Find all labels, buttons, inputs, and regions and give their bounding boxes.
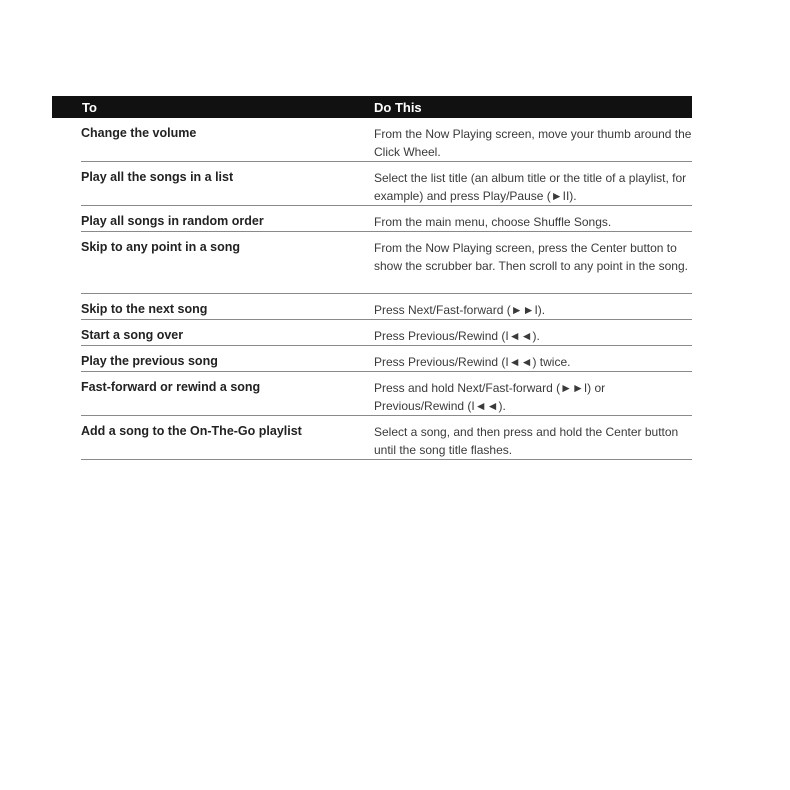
row-instruction: Press and hold Next/Fast-forward (►►I) or Previous/Rewind (I◄◄). (374, 381, 606, 413)
table-row (81, 206, 692, 232)
instructions-table (52, 96, 692, 460)
header-to: To (82, 99, 97, 115)
row-action: Change the volume (81, 126, 197, 140)
row-action: Play all songs in random order (81, 214, 264, 228)
table-header (52, 96, 692, 118)
row-instruction: From the Now Playing screen, move your thumb around the Click Wheel. (374, 127, 692, 159)
row-action: Play all the songs in a list (81, 170, 234, 184)
header-do-this: Do This (374, 99, 422, 115)
row-instruction: Press Previous/Rewind (I◄◄) twice. (374, 355, 571, 369)
row-instruction: From the main menu, choose Shuffle Songs. (374, 215, 612, 229)
row-action: Start a song over (81, 328, 184, 342)
row-action: Add a song to the On-The-Go playlist (81, 424, 302, 438)
row-instruction: Press Next/Fast-forward (►►I). (374, 303, 546, 317)
row-instruction: Select a song, and then press and hold the Center button until the song title flashes. (374, 425, 679, 457)
row-instruction: Select the list title (an album title or the title of a playlist, for example) and press Play/Pause (►II). (374, 171, 687, 203)
row-instruction: From the Now Playing screen, press the Center button to show the scrubber bar. Then scroll to any point in the song. (374, 241, 688, 273)
table-row (81, 294, 692, 320)
row-action: Play the previous song (81, 354, 218, 368)
table-row (81, 416, 692, 460)
table-row (81, 162, 692, 206)
row-action: Skip to any point in a song (81, 240, 241, 254)
row-action: Skip to the next song (81, 302, 208, 316)
table-row (81, 232, 692, 294)
table-row (81, 346, 692, 372)
row-action: Fast-forward or rewind a song (81, 380, 261, 394)
table-row (81, 118, 692, 162)
table-row (81, 372, 692, 416)
row-instruction: Press Previous/Rewind (I◄◄). (374, 329, 540, 343)
table-row (81, 320, 692, 346)
